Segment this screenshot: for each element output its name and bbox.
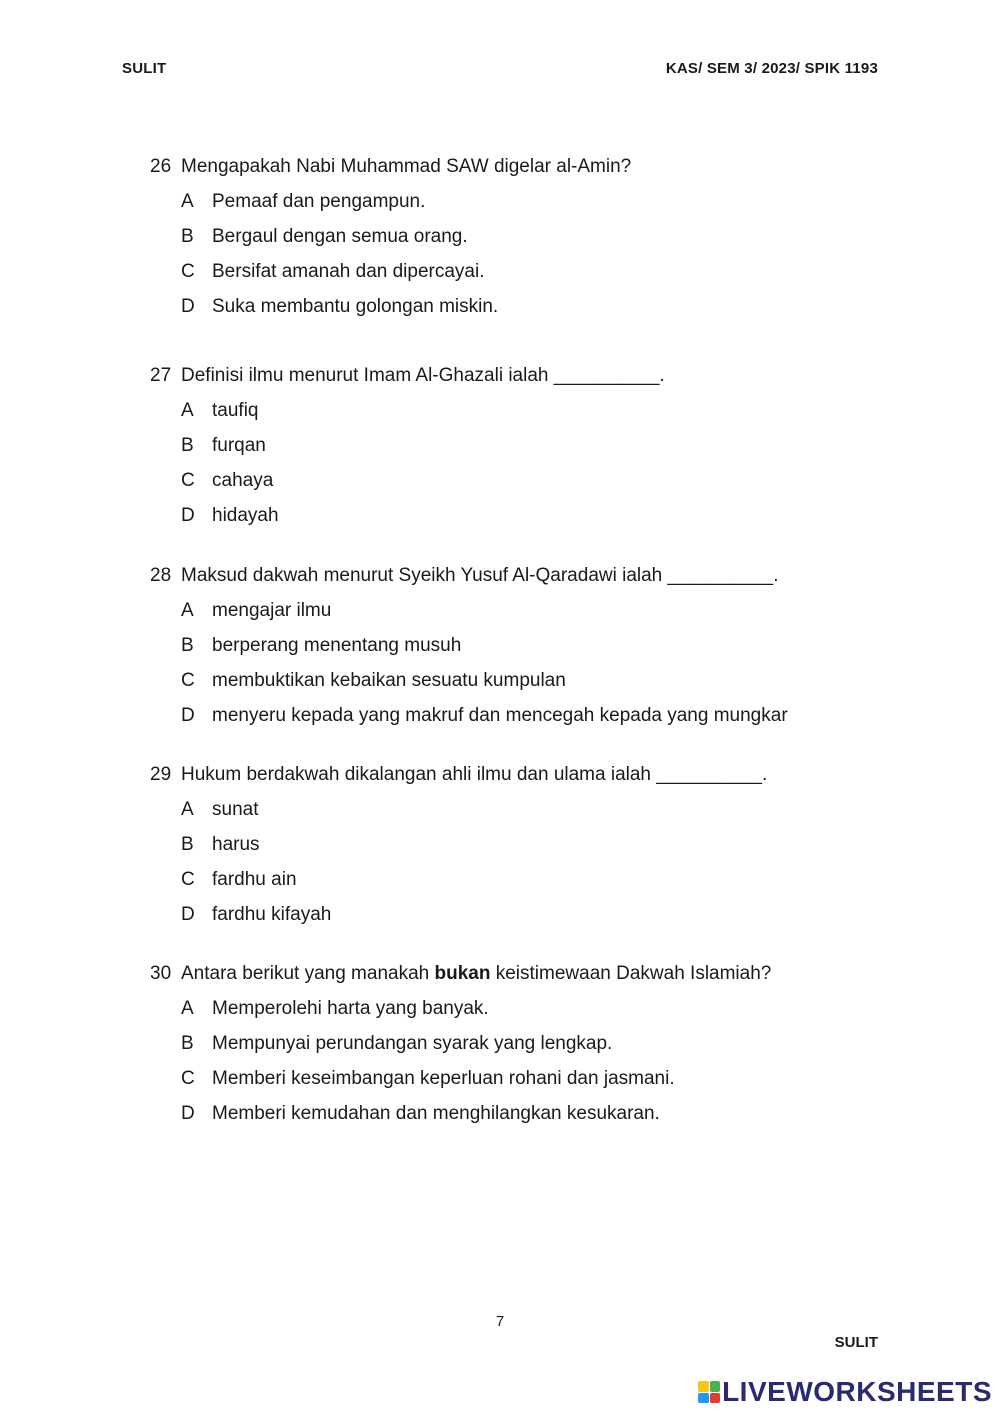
option-c[interactable] — [181, 469, 910, 493]
question-text-end: keistimewaan Dakwah Islamiah? — [490, 963, 772, 984]
option-letter: C — [181, 470, 195, 491]
option-c[interactable] — [181, 260, 910, 284]
option-c[interactable] — [181, 1067, 910, 1091]
option-letter: D — [181, 296, 195, 317]
page-number: 7 — [495, 1313, 505, 1330]
option-a[interactable] — [181, 190, 910, 214]
option-d[interactable] — [181, 1102, 910, 1126]
question-number: 29 — [150, 764, 172, 785]
option-text: Bersifat amanah dan dipercayai. — [212, 261, 485, 282]
question-text: Maksud dakwah menurut Syeikh Yusuf Al-Qaradawi ialah __________. — [181, 565, 779, 586]
options-list — [181, 997, 910, 1126]
option-text: hidayah — [212, 505, 279, 526]
option-letter: D — [181, 505, 195, 526]
option-letter: C — [181, 869, 195, 890]
option-text: Suka membantu golongan miskin. — [212, 296, 499, 317]
question-30 — [150, 962, 910, 1137]
question-number: 28 — [150, 565, 172, 586]
option-b[interactable] — [181, 434, 910, 458]
option-text: fardhu kifayah — [212, 904, 332, 925]
option-text: Memberi kemudahan dan menghilangkan kesukaran. — [212, 1103, 660, 1124]
option-a[interactable] — [181, 399, 910, 423]
options-list — [181, 798, 910, 927]
question-29 — [150, 763, 910, 938]
option-b[interactable] — [181, 634, 910, 658]
question-number: 27 — [150, 365, 172, 386]
question-text: Hukum berdakwah dikalangan ahli ilmu dan ulama ialah __________. — [181, 764, 768, 785]
option-text: mengajar ilmu — [212, 600, 332, 621]
option-text: sunat — [212, 799, 259, 820]
option-letter: B — [181, 635, 194, 656]
option-text: furqan — [212, 435, 266, 456]
option-letter: D — [181, 904, 195, 925]
option-d[interactable] — [181, 504, 910, 528]
option-d[interactable] — [181, 903, 910, 927]
option-letter: A — [181, 799, 194, 820]
logo-tile — [698, 1381, 709, 1392]
option-letter: A — [181, 191, 194, 212]
option-text: Memberi keseimbangan keperluan rohani dan jasmani. — [212, 1068, 675, 1089]
option-text: berperang menentang musuh — [212, 635, 462, 656]
option-a[interactable] — [181, 997, 910, 1021]
options-list — [181, 399, 910, 528]
question-number: 30 — [150, 963, 172, 984]
footer-sulit-label: SULIT — [834, 1334, 878, 1351]
option-b[interactable] — [181, 1032, 910, 1056]
option-d[interactable] — [181, 295, 910, 319]
liveworksheets-wordmark: LIVEWORKSHEETS — [722, 1376, 992, 1407]
question-28 — [150, 564, 910, 739]
option-text: Pemaaf dan pengampun. — [212, 191, 426, 212]
option-c[interactable] — [181, 868, 910, 892]
option-text: membuktikan kebaikan sesuatu kumpulan — [212, 670, 566, 691]
option-text: harus — [212, 834, 260, 855]
option-text: Memperolehi harta yang banyak. — [212, 998, 489, 1019]
option-d[interactable] — [181, 704, 910, 728]
question-text — [181, 962, 771, 986]
option-letter: D — [181, 1103, 195, 1124]
option-text: menyeru kepada yang makruf dan mencegah kepada yang mungkar — [212, 705, 788, 726]
question-26 — [150, 155, 910, 330]
options-list — [181, 599, 910, 728]
option-letter: C — [181, 670, 195, 691]
question-27 — [150, 364, 910, 539]
option-text: Mempunyai perundangan syarak yang lengkap. — [212, 1033, 613, 1054]
question-text-emphasis: bukan — [434, 963, 491, 984]
option-b[interactable] — [181, 833, 910, 857]
logo-tile — [710, 1393, 721, 1404]
option-text: taufiq — [212, 400, 259, 421]
logo-tile — [698, 1393, 709, 1404]
option-letter: A — [181, 400, 194, 421]
options-list — [181, 190, 910, 319]
option-c[interactable] — [181, 669, 910, 693]
option-letter: A — [181, 600, 194, 621]
option-letter: B — [181, 834, 194, 855]
liveworksheets-icon — [698, 1381, 720, 1403]
header-right-code: KAS/ SEM 3/ 2023/ SPIK 1193 — [665, 60, 878, 77]
option-letter: C — [181, 261, 195, 282]
question-text: Mengapakah Nabi Muhammad SAW digelar al-Amin? — [181, 156, 632, 177]
option-text: cahaya — [212, 470, 274, 491]
option-text: Bergaul dengan semua orang. — [212, 226, 468, 247]
logo-tile — [710, 1381, 721, 1392]
option-a[interactable] — [181, 599, 910, 623]
option-b[interactable] — [181, 225, 910, 249]
option-letter: B — [181, 1033, 194, 1054]
option-letter: D — [181, 705, 195, 726]
option-letter: B — [181, 435, 194, 456]
option-letter: B — [181, 226, 194, 247]
option-letter: A — [181, 998, 194, 1019]
question-text: Definisi ilmu menurut Imam Al-Ghazali ialah __________. — [181, 365, 665, 386]
option-a[interactable] — [181, 798, 910, 822]
question-text-start: Antara berikut yang manakah — [181, 963, 435, 984]
option-letter: C — [181, 1068, 195, 1089]
option-text: fardhu ain — [212, 869, 297, 890]
liveworksheets-logo[interactable] — [698, 1376, 992, 1408]
header-left-label: SULIT — [122, 60, 167, 77]
question-number: 26 — [150, 156, 172, 177]
